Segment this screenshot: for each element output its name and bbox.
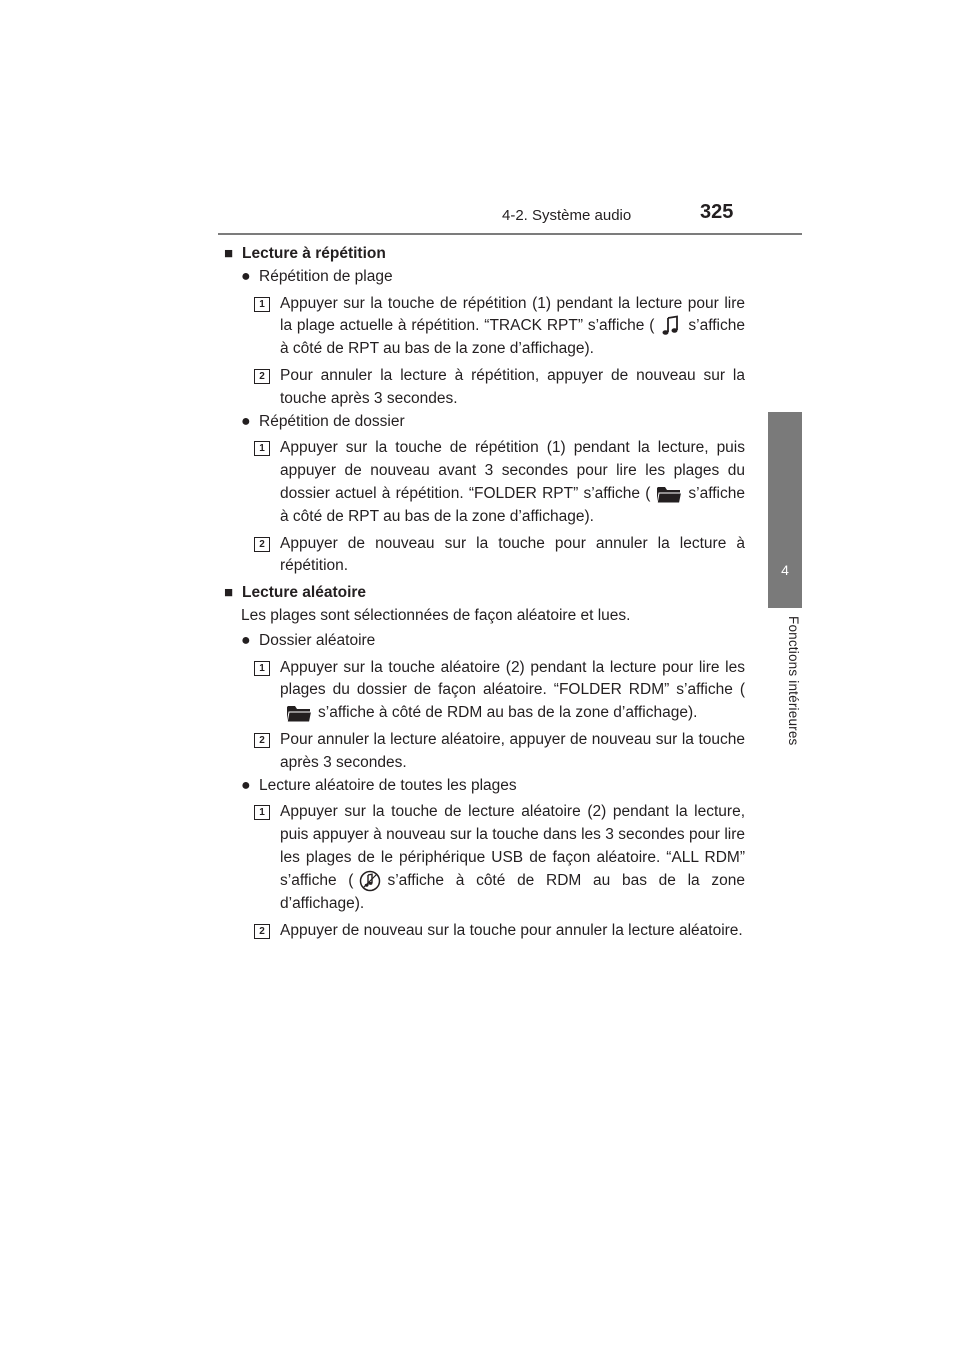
step-all-random-1 (224, 801, 745, 915)
folder-icon (656, 484, 682, 504)
filled-circle-bullet-icon: ● (241, 776, 251, 794)
bullet-all-random (224, 775, 745, 798)
step-text: Pour annuler la lecture aléatoire, appuyer de nouveau sur la touche après 3 secondes. (280, 731, 745, 771)
section-title: 4-2. Système audio (502, 207, 632, 224)
bullet-label: Dossier aléatoire (259, 631, 376, 649)
step-text: Appuyer sur la touche de lecture aléatoire (2) pendant la lecture, puis appuyer à nouveau sur la touche dans les 3 secondes pour lire les plages de le périphérique USB de façon aléatoire. “ALL RDM” s’affiche ( (280, 803, 745, 889)
step-text: s’affiche à côté de RDM au bas de la zone d’affichage). (318, 704, 698, 722)
music-note-icon (660, 315, 682, 337)
section-heading-repeat (224, 243, 745, 266)
bullet-folder-random (224, 630, 745, 653)
section-intro-random: Les plages sont sélectionnées de façon aléatoire et lues. (241, 607, 631, 625)
bullet-label: Répétition de plage (259, 267, 393, 285)
bullet-label: Lecture aléatoire de toutes les plages (259, 776, 517, 794)
step-number: 1 (254, 661, 270, 676)
step-text: Pour annuler la lecture à répétition, appuyer de nouveau sur la touche après 3 secondes. (280, 367, 745, 407)
step-number: 2 (254, 733, 270, 748)
step-folder-repeat-2 (224, 533, 745, 579)
page-header (0, 0, 960, 240)
section-title-random: Lecture aléatoire (242, 584, 367, 602)
bullet-label: Répétition de dossier (259, 412, 405, 430)
chapter-number: 4 (781, 562, 789, 578)
step-number: 2 (254, 369, 270, 384)
step-track-repeat-1 (224, 293, 745, 361)
step-number: 2 (254, 924, 270, 939)
folder-icon (286, 703, 312, 723)
step-text: Appuyer sur la touche de répétition (1) pendant la lecture, puis appuyer de nouveau avant 3 secondes pour lire les plages du dossier actuel à répétition. “FOLDER RPT” s’affiche ( (280, 439, 745, 503)
section-title-repeat: Lecture à répétition (242, 245, 386, 262)
section-heading-random (224, 582, 745, 605)
step-all-random-2 (224, 920, 745, 943)
filled-circle-bullet-icon: ● (241, 267, 251, 285)
step-number: 1 (254, 805, 270, 820)
step-text: s’affiche à côté de RDM au bas de la zone d’affichage). (280, 871, 745, 912)
square-bullet-icon: ■ (224, 584, 234, 602)
step-folder-random-1 (224, 657, 745, 725)
page-content (224, 241, 745, 942)
step-track-repeat-2 (224, 365, 745, 411)
bullet-folder-repeat (224, 411, 745, 434)
filled-circle-bullet-icon: ● (241, 631, 251, 649)
filled-circle-bullet-icon: ● (241, 412, 251, 430)
step-text: s’affiche à côté de RPT au bas de la zone d’affichage). (280, 485, 745, 525)
header-divider (218, 233, 802, 235)
page-number: 325 (700, 201, 734, 223)
step-number: 1 (254, 441, 270, 456)
disc-shuffle-icon (359, 870, 381, 892)
chapter-label: Fonctions intérieures (786, 616, 801, 746)
step-folder-random-2 (224, 729, 745, 775)
step-text: s’affiche à côté de RPT au bas de la zone d’affichage). (280, 317, 745, 358)
step-number: 1 (254, 297, 270, 312)
step-number: 2 (254, 537, 270, 552)
bullet-track-repeat (224, 266, 745, 289)
step-folder-repeat-1 (224, 437, 745, 528)
chapter-tab (768, 412, 802, 608)
step-text: Appuyer de nouveau sur la touche pour annuler la lecture aléatoire. (280, 921, 743, 939)
step-text: Appuyer sur la touche de répétition (1) pendant la lecture pour lire la plage actuelle à répétition. “TRACK RPT” s’affiche ( (280, 294, 745, 335)
step-text: Appuyer de nouveau sur la touche pour annuler la lecture à répétition. (280, 534, 745, 575)
step-text: Appuyer sur la touche aléatoire (2) pendant la lecture pour lire les plages du dossier de façon aléatoire. “FOLDER RDM” s’affiche ( (280, 658, 745, 699)
square-bullet-icon: ■ (224, 245, 234, 262)
